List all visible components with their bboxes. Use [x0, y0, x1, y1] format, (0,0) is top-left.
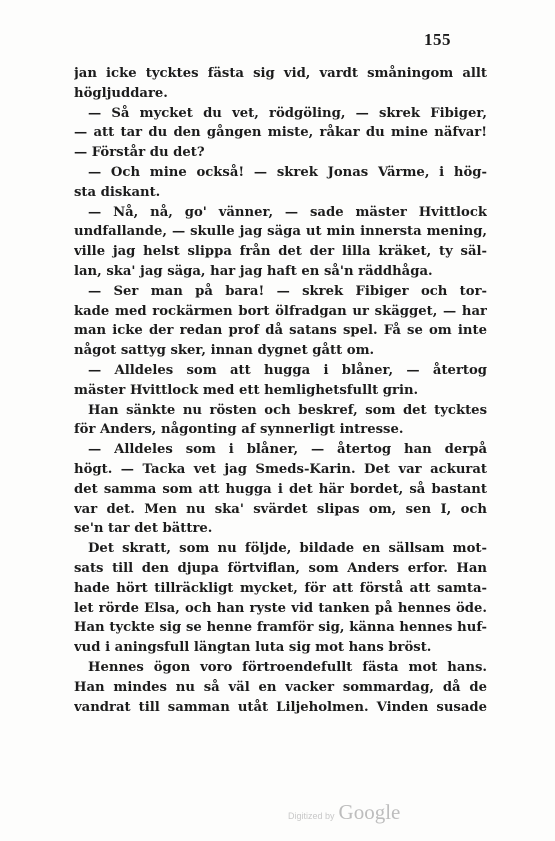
- body-text: [74, 64, 487, 717]
- digitization-watermark: [288, 800, 400, 825]
- text-line: var det. Men nu ska' svärdet slipas om, sen I, och: [74, 501, 487, 517]
- text-line: hade hört tillräckligt mycket, för att förstå att samta-: [74, 580, 487, 596]
- text-line: sats till den djupa förtviflan, som Anders erfor. Han: [74, 560, 487, 576]
- text-line: för Anders, någonting af synnerligt intresse.: [74, 422, 404, 438]
- text-line: — Alldeles som i blåner, — återtog han derpå: [88, 442, 487, 458]
- page-number: 155: [424, 30, 451, 49]
- text-line: det samma som att hugga i det här bordet, så bastant: [74, 481, 487, 497]
- text-line: Det skratt, som nu följde, bildade en sällsam mot-: [88, 541, 487, 557]
- text-line: sta diskant.: [74, 184, 161, 200]
- text-line: — Nå, nå, go' vänner, — sade mäster Hvittlock: [88, 204, 487, 220]
- text-line: Han mindes nu så väl en vacker sommardag, då de: [74, 679, 487, 695]
- text-line: man icke der redan prof då satans spel. Få se om inte: [74, 323, 487, 339]
- text-line: ville jag helst slippa från det der lilla kräket, ty säl-: [74, 244, 487, 260]
- text-line: — att tar du den gången miste, råkar du mine näfvar!: [74, 125, 487, 141]
- text-line: se'n tar det bättre.: [74, 521, 213, 537]
- text-line: — Alldeles som att hugga i blåner, — återtog: [88, 362, 487, 378]
- text-line: något sattyg sker, innan dygnet gått om.: [74, 343, 375, 359]
- text-line: — Och mine också! — skrek Jonas Värme, i hög-: [88, 164, 487, 180]
- text-line: mäster Hvittlock med ett hemlighetsfullt grin.: [74, 382, 419, 398]
- text-line: let rörde Elsa, och han ryste vid tanken på hennes öde.: [74, 600, 487, 616]
- text-line: undfallande, — skulle jag säga ut min innersta mening,: [74, 224, 487, 240]
- text-line: jan icke tycktes fästa sig vid, vardt småningom allt: [74, 66, 487, 81]
- text-line: högljuddare.: [74, 85, 168, 101]
- text-line: kade med rockärmen bort ölfradgan ur skägget, — har: [74, 303, 487, 319]
- text-line: Han sänkte nu rösten och beskref, som det tycktes: [88, 402, 487, 418]
- text-line: — Så mycket du vet, rödgöling, — skrek Fibiger,: [88, 105, 487, 121]
- text-line: högt. — Tacka vet jag Smeds-Karin. Det var ackurat: [74, 461, 487, 477]
- text-line: vud i aningsfull längtan luta sig mot hans bröst.: [74, 640, 432, 656]
- watermark-prefix: Digitized by: [288, 811, 335, 821]
- text-line: vandrat till samman utåt Liljeholmen. Vinden susade: [74, 699, 487, 715]
- google-logo: Google: [338, 800, 401, 824]
- text-line: Han tyckte sig se henne framför sig, känna hennes huf-: [74, 620, 487, 636]
- text-line: — Ser man på bara! — skrek Fibiger och tor-: [88, 283, 487, 299]
- text-line: lan, ska' jag säga, har jag haft en så'n räddhåga.: [74, 263, 433, 279]
- text-line: — Förstår du det?: [74, 145, 205, 161]
- text-line: Hennes ögon voro förtroendefullt fästa mot hans.: [88, 659, 487, 675]
